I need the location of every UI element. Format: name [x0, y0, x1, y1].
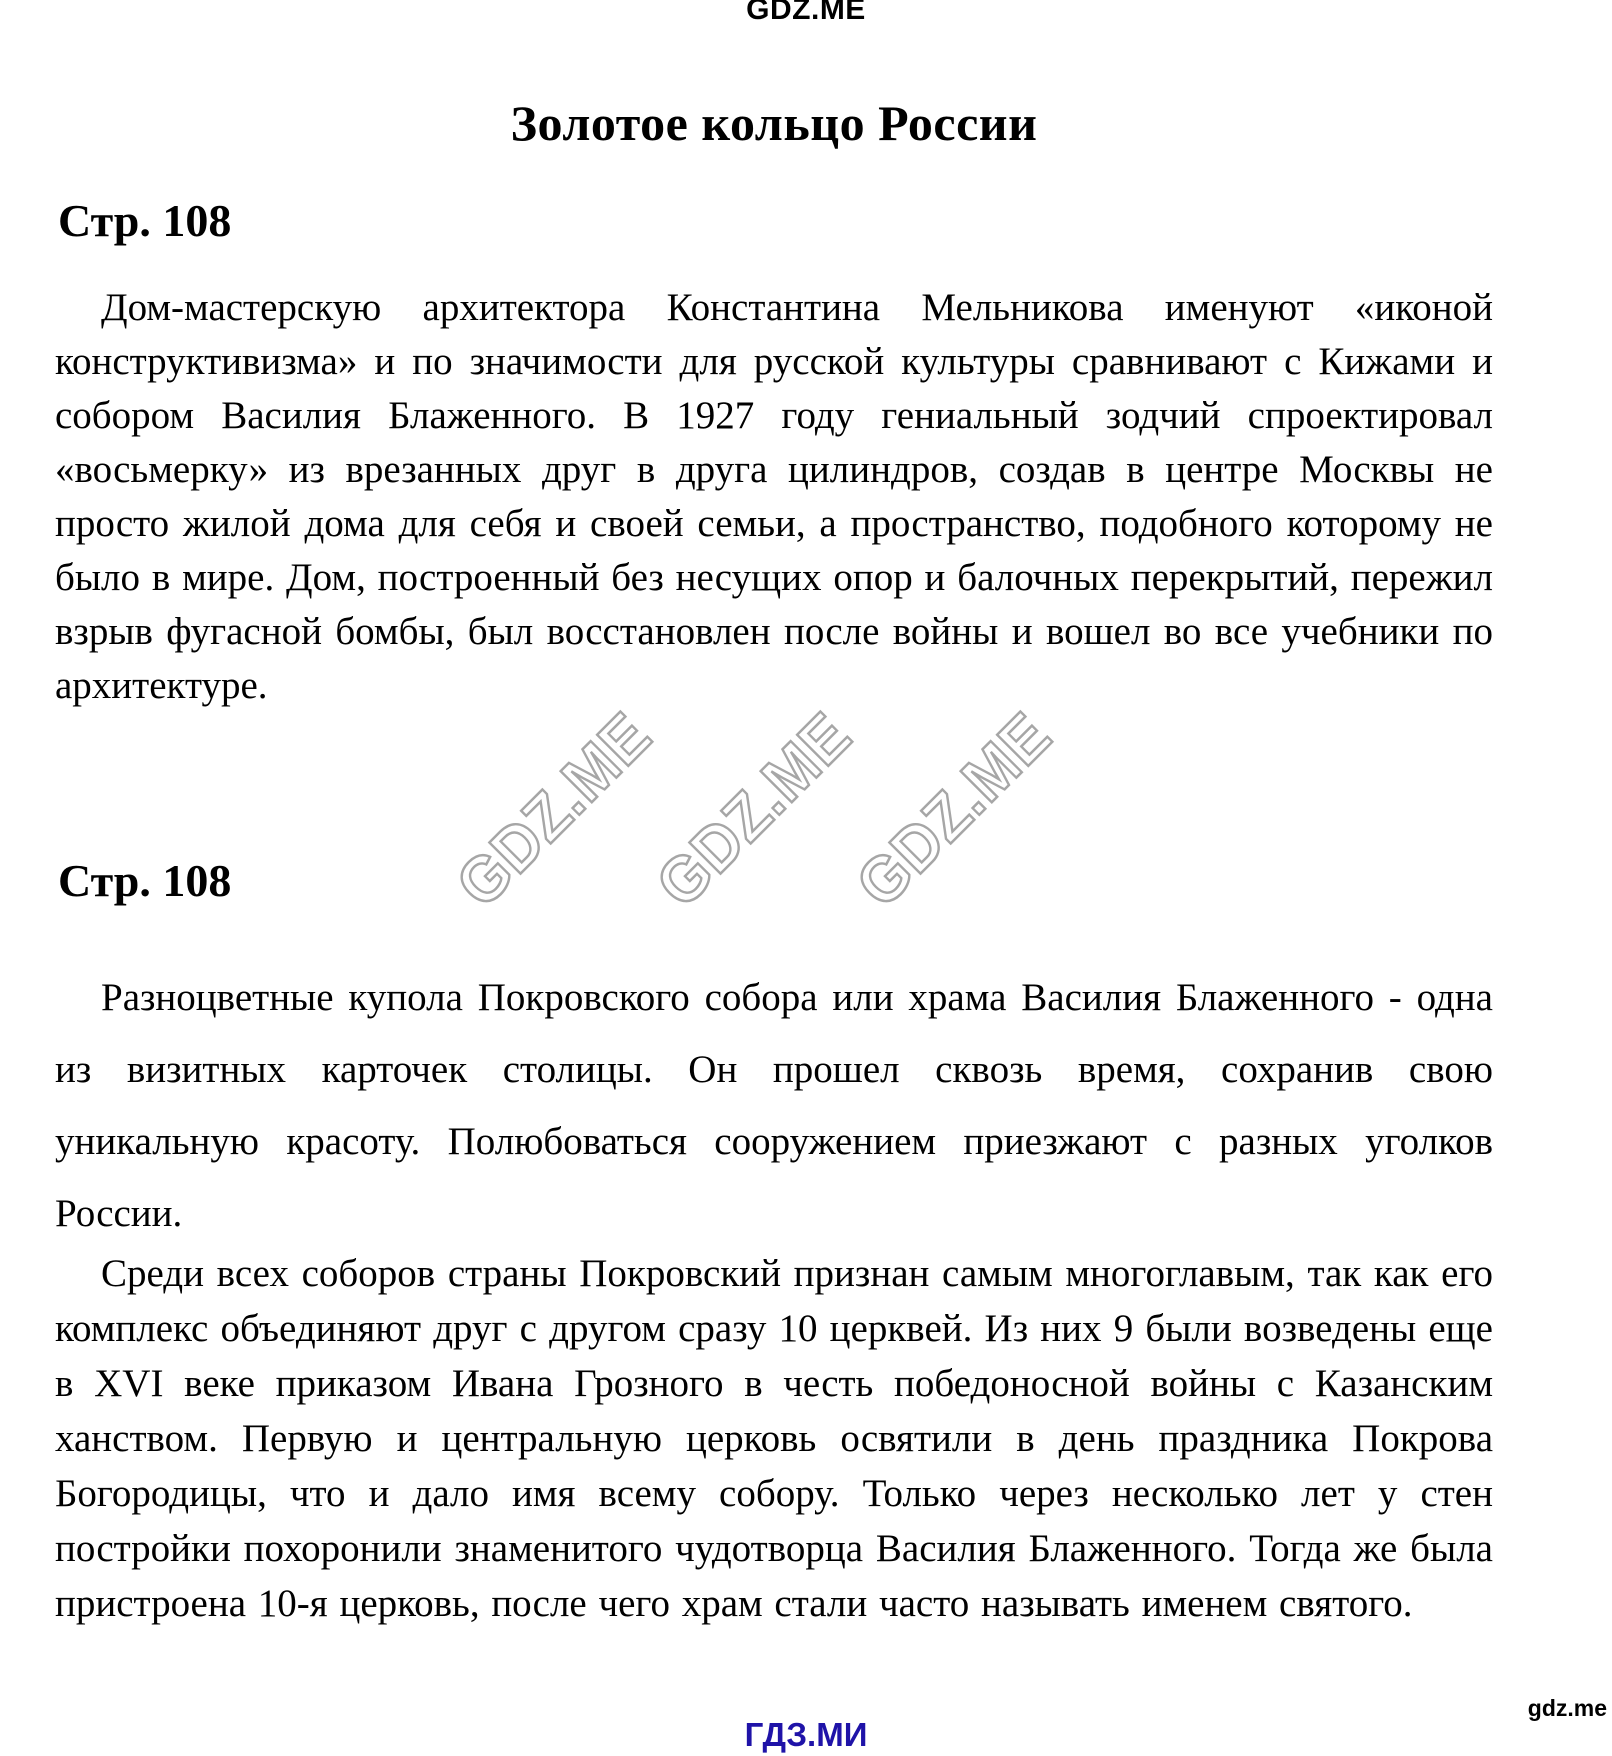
- paragraph-pokrovsky-cathedral-history: Среди всех соборов страны Покровский признан самым многоглавым, так как его комплекс объединяют друг с другом сразу 10 церквей. Из них 9 были возведены еще в XVI веке приказом Ивана Грозного в честь победоносной войны с Казанским ханством. Первую и центральную церковь освятили в день праздника Покрова Богородицы, что и дало имя всему собору. Только через несколько лет у стен постройки похоронили знаменитого чудотворца Василия Блаженного. Тогда же была пристроена 10-я церковь, после чего храм стали часто называть именем святого.: [55, 1252, 1493, 1625]
- footer-right-brand-text: gdz.me: [1527, 1695, 1607, 1721]
- section-heading-str-108-first: Стр. 108: [58, 195, 232, 246]
- paragraph-melnikov-house: Дом-мастерскую архитектора Константина Мельникова именуют «иконой конструктивизма» и по значимости для русской культуры сравнивают с Кижами и собором Василия Блаженного. В 1927 году гениальный зодчий спроектировал «восьмерку» из врезанных друг в друга цилиндров, создав в центре Москвы не просто жилой дома для себя и своей семьи, а пространство, подобного которому не было в мире. Дом, построенный без несущих опор и балочных перекрытий, пережил взрыв фугасной бомбы, был восстановлен после войны и вошел во все учебники по архитектуре.: [55, 286, 1493, 707]
- section-heading-str-108-second: Стр. 108: [58, 855, 232, 906]
- footer-center-brand-text: ГДЗ.МИ: [744, 1716, 868, 1753]
- diagonal-watermark-3: GDZ.ME: [842, 698, 1065, 921]
- header-brand-text: GDZ.ME: [746, 0, 866, 26]
- page-title: Золотое кольцо России: [510, 95, 1038, 151]
- diagonal-watermark-1: GDZ.ME: [442, 698, 665, 921]
- diagonal-watermark-2: GDZ.ME: [642, 698, 865, 921]
- paragraph-pokrovsky-cathedral-intro: Разноцветные купола Покровского собора или храма Василия Блаженного - одна из визитных карточек столицы. Он прошел сквозь время, сохранив свою уникальную красоту. Полюбоваться сооружением приезжают с разных уголков России.: [55, 976, 1493, 1235]
